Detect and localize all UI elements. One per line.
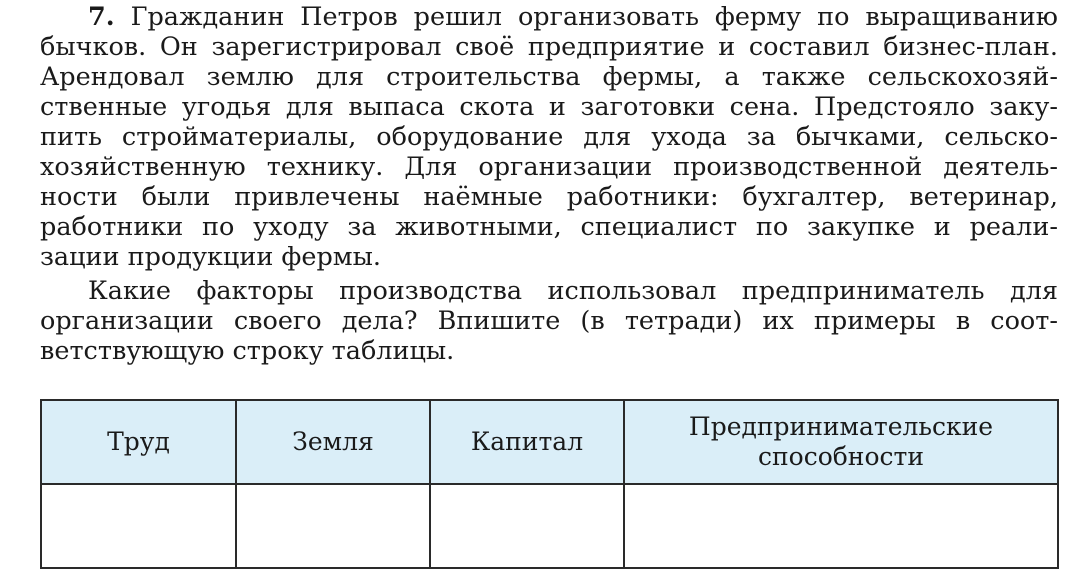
task-number: 7.	[88, 2, 115, 32]
text-line: работники по уходу за животными, специалист по закупке и реали-	[40, 212, 1058, 242]
table-cell	[430, 484, 624, 568]
header-entrepreneurship: Предпринимательские способности	[624, 400, 1058, 484]
task-paragraph-1	[40, 2, 1058, 272]
header-labor: Труд	[41, 400, 236, 484]
text-line: бычков. Он зарегистрировал своё предприятие и составил бизнес-план.	[40, 32, 1058, 62]
text-line: хозяйственную технику. Для организации производственной деятель-	[40, 152, 1058, 182]
table-cell	[624, 484, 1058, 568]
header-capital: Капитал	[430, 400, 624, 484]
text-line: 7. Гражданин Петров решил организовать ферму по выращиванию	[88, 2, 1058, 32]
table-header-row	[41, 400, 1058, 484]
text-line: Какие факторы производства использовал предприниматель для	[88, 276, 1058, 306]
text-line: ветствующую строку таблицы.	[40, 336, 455, 366]
table-row	[41, 484, 1058, 568]
factors-table	[40, 399, 1059, 569]
text-line: организации своего дела? Впишите (в тетради) их примеры в соот-	[40, 306, 1058, 336]
table-cell	[41, 484, 236, 568]
text-line: ности были привлечены наёмные работники: бухгалтер, ветеринар,	[40, 182, 1058, 212]
text-line: зации продукции фермы.	[40, 242, 382, 272]
header-land: Земля	[236, 400, 430, 484]
text-line: пить стройматериалы, оборудование для ухода за бычками, сельско-	[40, 122, 1058, 152]
task-paragraph-2	[40, 276, 1058, 366]
text-line: Арендовал землю для строительства фермы, а также сельскохозяй-	[40, 62, 1058, 92]
text-line: ственные угодья для выпаса скота и заготовки сена. Предстояло заку-	[40, 92, 1058, 122]
table-cell	[236, 484, 430, 568]
